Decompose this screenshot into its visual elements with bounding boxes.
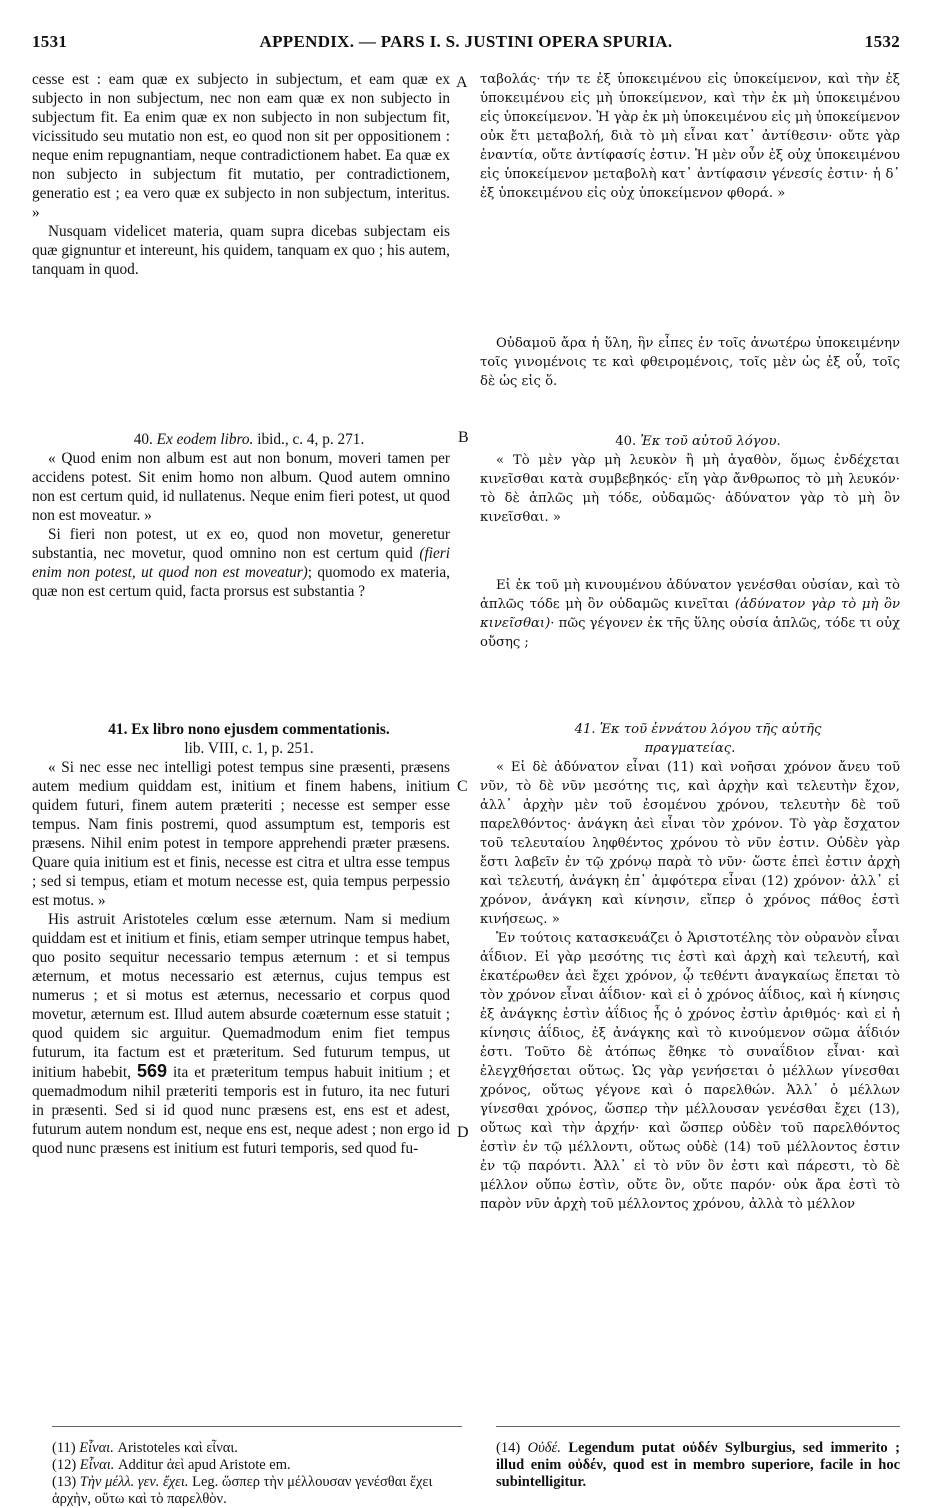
greek-block-3 — [480, 576, 900, 652]
greek-paragraph-6: Ἐν τούτοις κατασκευάζει ὁ Ἀριστοτέλης τὸν οὐρανὸν εἶναι ἀΐδιον. Εἰ γὰρ μεσότης τις ἐστὶ καὶ ἀρχὴ καὶ τελευτή, καὶ ἑκατέρωθεν ἀεὶ ἔχει χρόνον, ᾧ τεθέντι ἀναγκαίως ἕπεται τὸ τὸν χρόνον εἶναι ἀΐδιον· καὶ εἰ ὁ χρόνος ἀΐδιος, καὶ ἡ κίνησις ἐξ ἀνάγκης ἐστὶν ἀΐδιος ἧς ὁ χρόνος ἐστὶν ἀριθμός· καὶ εἰ ἡ κίνησις ἀΐδιος, ἐξ ἀνάγκης καὶ τὸ κινούμενον σῶμα ἀΐδιόν ἐστι. Τοῦτο δὲ ἀτόπως ἔθηκε τὸ συναΐδιον εἶναι· καὶ ἐλεγχθήσεται οὕτως. Ὡς γὰρ γενήσεται ὁ μέλλων γίνεσθαι χρόνος, οὕτως γέγονε καὶ ὁ παρελθών. Ἀλλ᾽ ὁ μέλλων γίνεσθαι χρόνος, ὥσπερ τὴν μέλλουσαν γενέσθαι ἔχει (13), οὕτως καὶ τὴν ἀρχήν· καὶ ὥσπερ οὐδὲν τοῦ παρελθόντος ἐστὶν ἐν τῷ μέλλοντι, οὕτως οὐδὲ (14) τοῦ μέλλοντος ἐστιν ἐν τῷ παρόντι. Ἀλλ᾽ εἰ τὸ νῦν ὂν ἐστι καὶ πάρεστι, τὸ δὲ μέλλον οὔπω ἐστὶν, οὔτε ὂν, οὔτε παρόν· οὐκ ἄρα ἐστὶ τὸ παρὸν νῦν ἀρχὴ τοῦ μέλλοντος χρόνου, ἀλλὰ τὸ μέλλον — [480, 931, 900, 1212]
margin-letter-d: D — [457, 1124, 469, 1141]
margin-letter-b: B — [458, 429, 469, 446]
greek-section-41-heading: 41. Ἐκ τοῦ ἐννάτου λόγου τῆς αὐτῆς πραγματείας. — [574, 722, 822, 756]
footnote-rule-right — [496, 1426, 900, 1427]
latin-block-41 — [32, 720, 450, 1158]
greek-paragraph-3: « Τὸ μὲν γὰρ μὴ λευκὸν ἢ μὴ ἀγαθὸν, ὅμως ἐνδέχεται κινεῖσθαι κατὰ συμβεβηκός· εἴη γὰρ ἄνθρωπος τὸ μὴ λευκόν· τὸ δὲ ἁπλῶς μὴ τόδε, οὐδαμῶς· ἀδύνατον γὰρ τὸ μὴ ὂν κινεῖσθαι. » — [480, 453, 900, 525]
greek-block-40 — [480, 432, 900, 527]
greek-paragraph-5: « Εἰ δὲ ἀδύνατον εἶναι (11) καὶ νοῆσαι χρόνον ἄνευ τοῦ νῦν, τὸ δὲ νῦν μεσότης τις, καὶ ἀρχὴν καὶ τελευτὴν ἔχον, ἀλλ᾽ ἀρχὴν μὲν τοῦ ἐσομένου χρόνου, τελευτὴν δὲ τοῦ παρελθόντος· ἀνάγκη ἀεὶ εἶναι τὸν χρόνον. Τὸ γὰρ ἔσχατον τοῦ τελευταίου ληφθέντος χρόνου τὸ νῦν ἐστιν. Οὐδὲν γὰρ ἔστι λαβεῖν ἐν τῷ χρόνῳ παρὰ τὸ νῦν· ὥστε ἐπεὶ ἐστιν ἀρχὴ καὶ τελευτή, ἀνάγκη ἐπ᾽ ἀμφότερα εἶναι (12) χρόνον· ἀλλ᾽ εἰ χρόνον, ἀνάγκη καὶ κίνησιν, εἴπερ ὁ χρόνος πάθος ἐστὶ κινήσεως. » — [480, 760, 900, 927]
greek-paragraph-4: Εἰ ἐκ τοῦ μὴ κινουμένου ἀδύνατον γενέσθαι οὐσίαν, καὶ τὸ ἁπλῶς τόδε μὴ ὂν οὐδαμῶς κινεῖται (ἀδύνατον γὰρ τὸ μὴ ὂν κινεῖσθαι)· πῶς γέγονεν ἐκ τῆς ὕλης οὐσία ἁπλῶς, τόδε τι οὐχ οὔσης ; — [480, 578, 901, 650]
latin-section-41-heading: 41. Ex libro nono ejusdem commentationis. — [108, 721, 390, 738]
latin-paragraph-3: « Quod enim non album est aut non bonum, moveri tamen per accidens potest. Sit enim homo non album. Quod autem omnino non est certum quid, id nullatenus. Neque enim fieri potest, ut quod non est moveatur. » — [32, 450, 450, 524]
running-header — [32, 30, 900, 54]
greek-block-1 — [480, 70, 900, 203]
latin-block-40 — [32, 430, 450, 601]
left-page-number: 1531 — [32, 32, 68, 51]
right-page-number: 1532 — [864, 32, 900, 51]
latin-paragraph-1: cesse est : eam quæ ex subjecto in subjectum, et eam quæ ex subjecto in non subjectum, nec non eam quæ ex non subjecto in subjectum fit. Ea enim quæ ex non subjecto in non subjectum fit, vicissitudo seu mutatio non est, eo quod non sit per oppositionem : neque enim repugnantiam, neque contradictionem habet. Ea quæ ex non subjecto in subjectum fit mutatio, per contradictionem, generatio est ; ea vero quæ ex subjecto in non subjectum, interitus. » — [32, 71, 450, 221]
margin-letter-a: A — [456, 74, 468, 91]
footnote-14: (14) Οὐδέ. Legendum putat οὐδέν Sylburgius, sed immerito ; illud enim οὐδέν, quod est in membro superiore, facile in hoc subintelligitur. — [496, 1440, 900, 1490]
greek-paragraph-2: Οὐδαμοῦ ἄρα ἡ ὕλη, ἣν εἶπες ἐν τοῖς ἀνωτέρω ὑποκειμένην τοῖς γινομένοις τε καὶ φθειρομένοις, τοῖς μὲν ὡς ἐξ οὗ, τοῖς δὲ ὡς εἰς ὅ. — [480, 336, 900, 389]
latin-paragraph-2: Nusquam videlicet materia, quam supra dicebas subjectam eis quæ gignuntur et intereunt, his quidem, tanquam ex quo ; his autem, tanquam in quod. — [32, 223, 450, 278]
footnotes-right — [496, 1440, 900, 1491]
latin-section-40-heading: 40. Ex eodem libro. ibid., c. 4, p. 271. — [133, 431, 365, 448]
latin-paragraph-5: « Si nec esse nec intelligi potest tempus sine præsenti, præsens autem medium quiddam est, initium et finem habens, initium quidem futuri, finem autem præteriti ; necesse est semper esse tempus. Nam finis postremi, quod assumptum est, temporis est præsens. Nihil enim potest in tempore apprehendi præter præsens. Quare quia initium est et finis, necesse est citra et ultra esse tempus ; sed si tempus, etiam et motum necesse est, quia tempus perpessio est motus. » — [32, 759, 450, 909]
footnote-11: (11) Εἶναι. Aristoteles καὶ εἶναι. — [52, 1440, 238, 1456]
greek-paragraph-1: ταβολάς· τήν τε ἐξ ὑποκειμένου εἰς ὑποκείμενον, καὶ τὴν ἐξ ὑποκειμένου εἰς μὴ ὑποκείμενον, καὶ τὴν ἐκ μὴ ὑποκειμένου εἰς ὑποκείμενον. Ἡ γὰρ ἐκ μὴ ὑποκειμένου εἰς μὴ ὑποκείμενον οὐκ ἔτι μεταβολή, διὰ τὸ μὴ εἶναι κατ᾽ ἀντίθεσιν· οὔτε γὰρ ἐναντία, οὔτε ἀντίφασίς ἐστιν. Ἡ μὲν οὖν ἐξ οὐχ ὑποκειμένου εἰς ὑποκείμενον μεταβολὴ κατ᾽ ἀντίφασιν γένεσίς ἐστιν· ἡ δ᾽ ἐξ ὑποκειμένου εἰς οὐχ ὑποκείμενον φθορά. » — [480, 72, 900, 201]
footnotes-left — [52, 1440, 472, 1508]
original-page-number: 569 — [136, 1061, 167, 1081]
greek-block-41 — [480, 720, 900, 1214]
footnote-rule-left — [52, 1426, 462, 1427]
latin-paragraph-6: His astruit Aristoteles cœlum esse æternum. Nam si medium quiddam est et initium et finis, etiam semper utrinque tempus habet, quo posito sequitur necessario tempus æternum : et si tempus æternum, et motus necessario est æternus, cujus tempus est numerus ; et si motus est æternus, necessario et corpus quod movetur, æternum est. Illud autem absurde coæternum esse statuit ; quod quidem sic arguitur. Quemadmodum enim fiet tempus futurum, ita factum est et præteritum. Sed futurum tempus, ut initium habebit, 569 ita et præteritum tempus habuit initium ; et quemadmodum nihil præteriti temporis est in futuro, ita nec futuri in præsenti. Sed si id quod nunc præsens est, ens est et adest, futurum autem nondum est, neque ens est, neque adest ; non ergo id quod nunc præsens est initium est futuri temporis, sed quod fu- — [32, 911, 450, 1157]
latin-paragraph-4: Si fieri non potest, ut ex eo, quod non movetur, generetur substantia, nec movetur, quod omnino non est certum quid (fieri enim non potest, ut quod non est moveatur); quomodo ex materia, quæ non est certum quid, facta prorsus est substantia ? — [32, 526, 450, 600]
margin-letter-c: C — [457, 778, 468, 795]
page — [32, 30, 901, 1507]
footnote-13: (13) Τὴν μέλλ. γεν. ἔχει. Leg. ὥσπερ τὴν μέλλουσαν γενέσθαι ἔχει ἀρχὴν, οὕτω καὶ τὸ παρελθὸν. — [52, 1474, 433, 1507]
footnote-12: (12) Εἶναι. Additur ἀεὶ apud Aristote em. — [52, 1457, 291, 1473]
greek-section-40-heading: 40. Ἐκ τοῦ αὐτοῦ λόγου. — [615, 434, 781, 449]
latin-section-41-ref: lib. VIII, c. 1, p. 251. — [184, 740, 314, 757]
running-title: APPENDIX. — PARS I. S. JUSTINI OPERA SPURIA. — [259, 32, 673, 51]
latin-block-1 — [32, 70, 450, 279]
greek-block-2 — [480, 334, 900, 391]
